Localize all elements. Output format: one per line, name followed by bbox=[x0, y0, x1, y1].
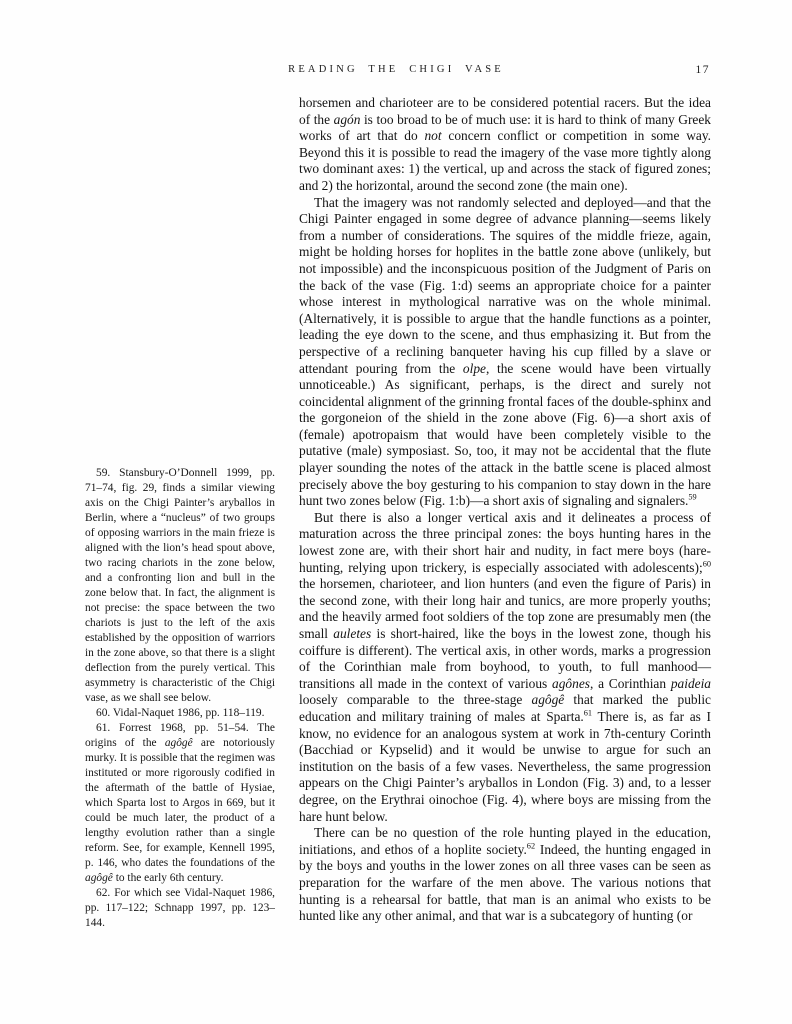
paragraph: But there is also a longer vertical axis and it delineates a process of maturation across the three principal zones: the boys hunting hares in the lowest zone are, with their short hair and nudity, in fact mere boys (hare-hunting, relying upon trickery, is especially associated with adolescents);$^{60}$ the horsemen, charioteer, and lion hunters (and even the figure of Paris) in the second zone, with their long hair and tunics, are more properly youths; and the heavily armed foot soldiers of the top zone are presumably men (the small auletes is short-haired, like the boys in the lowest zone, though his coiffure is different). The vertical axis, in other words, marks a progression of the Corinthian male from boyhood, to youth, to full manhood—transitions all made in the context of various agônes, a Corinthian paideia loosely comparable to the three-stage agôgê that marked the public education and military training of males at Sparta.$^{61}$ There is, as far as I know, no evidence for an analogous system at work in 7th-century Corinth (Bacchiad or Kypselid) and it would be unwise to argue for such an institution on the basis of a few vases. Nevertheless, the same progression appears on the Chigi Painter’s aryballos in London (Fig. 3) and, to a lesser degree, on the Erythrai oinochoe (Fig. 4), where boys are missing from the hare hunt below. bbox=[299, 509, 712, 824]
paragraph: That the imagery was not randomly selected and deployed—and that the Chigi Painter engaged in some degree of advance planning—seems likely from a number of considerations. The squires of the middle frieze, again, might be holding horses for hoplites in the battle zone above (unlikely, but not impossible) and the inconspicuous position of the Judgment of Paris on the back of the vase (Fig. 1:d) seems an appropriate choice for a painter whose interest in mythological narrative was on the whole minimal. (Alternatively, it is possible to argue that the handle functions as a pointer, leading the eye down to the scene, and thus emphasizing it. But from the perspective of a reclining banqueter having his cup filled by a slave or attendant pouring from the olpe, the scene would have been virtually unnoticeable.) As significant, perhaps, is the direct and surely not coincidental alignment of the grinning frontal faces of the double-sphinx and the gorgoneion of the shield in the zone above (Fig. 6)—a short axis of (female) apotropaism that would have been completely visible to the putative (male) symposiast. So, too, it may not be accidental that the flute player sounding the notes of the attack in the battle scene is placed almost precisely above the boy gesturing to his companion to stay down in the hare hunt two zones below (Fig. 1:b)—a short axis of signaling and signalers.$^{59}$ bbox=[299, 194, 712, 509]
paragraph: horsemen and charioteer are to be considered potential racers. But the idea of the agón is too broad to be of much use: it is hard to think of many Greek works of art that do not concern conflict or competition in some way. Beyond this it is possible to read the imagery of the vase more tightly along two dominant axes: 1) the vertical, up and across the stack of figured zones; and 2) the horizontal, around the second zone (the main one). bbox=[299, 95, 711, 193]
sidenotes-column bbox=[85, 466, 275, 931]
running-title: READING THE CHIGI VASE bbox=[288, 64, 504, 75]
sidenote-59: 59. Stansbury-O’Donnell 1999, pp. 71–74, fig. 29, finds a similar viewing axis on the Chigi Painter’s aryballos in Berlin, where a “nucleus” of two groups of opposing warriors in the main frieze is aligned with the lion’s head spout above, two racing chariots in the zone below, and a confronting lion and bull in the zone below that. In fact, the alignment is not precise: the space between the two chariots is just to the left of the axis established by the opposition of warriors in the zone above, so that there is a slight deflection from the purely vertical. This asymmetry is characteristic of the Chigi vase, as we shall see below. bbox=[85, 467, 275, 704]
running-head bbox=[0, 64, 792, 80]
paragraph: There can be no question of the role hunting played in the education, initiations, and ethos of a hoplite society.$^{62}$ Indeed, the hunting engaged in by the boys and youths in the lower zones on all three vases can be seen as preparation for the warfare of the men above. The various notions that hunting is a rehearsal for battle, that man is an animal who exists to be hunted like any other animal, and that war is a subcategory of hunting (or bbox=[299, 825, 711, 924]
sidenote-62: 62. For which see Vidal-Naquet 1986, pp. 117–122; Schnapp 1997, pp. 123–144. bbox=[85, 887, 275, 929]
page-number: 17 bbox=[695, 64, 710, 76]
main-text-column bbox=[299, 95, 711, 925]
sidenote-61: 61. Forrest 1968, pp. 51–54. The origins of the agôgê are notoriously murky. It is possible that the regimen was instituted or more rigorously codified in the aftermath of the battle of Hysiae, which Sparta lost to Argos in 669, but it could be much later, the product of a lengthy evolution rather than a single reform. See, for example, Kennell 1995, p. 146, who dates the foundations of the agôgê to the early 6th century. bbox=[85, 722, 275, 884]
sidenote-60: 60. Vidal-Naquet 1986, pp. 118–119. bbox=[96, 707, 265, 719]
